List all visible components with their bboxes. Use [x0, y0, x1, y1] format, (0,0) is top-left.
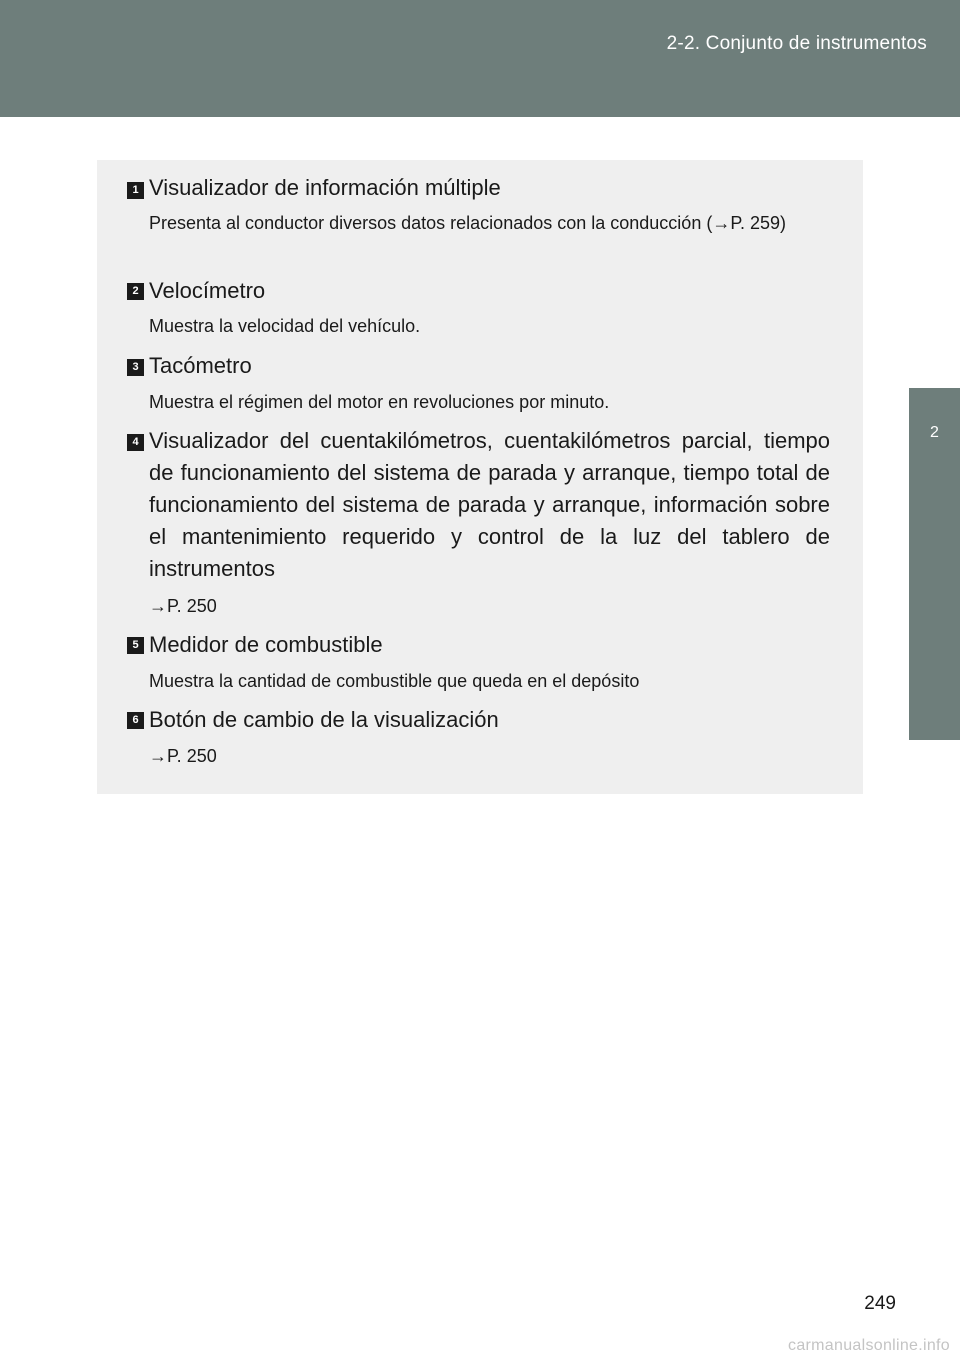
- item-description: Muestra la velocidad del vehículo.: [149, 316, 421, 336]
- item-title: Visualizador del cuentakilómetros, cuentakilómetros parcial, tiempo de funcionamiento del sistema de parada y arranque, tiempo total de funcionamiento del sistema de parada y arranque, información sobre el mantenimiento requerido y control de la luz del tablero de instrumentos: [149, 428, 830, 581]
- chapter-label: Durante la conducción: [15, 505, 36, 691]
- content-box: [97, 160, 863, 794]
- item-description: →P. 250: [149, 596, 217, 616]
- item-title: Visualizador de información múltiple: [149, 175, 501, 200]
- item-description: Presenta al conductor diversos datos relacionados con la conducción (→P. 259): [149, 213, 787, 233]
- item-number-badge: 6: [127, 712, 144, 729]
- item-title: Velocímetro: [149, 278, 266, 303]
- page-number: 249: [864, 1293, 896, 1314]
- chapter-side-tab[interactable]: [909, 388, 960, 740]
- item-description: Muestra el régimen del motor en revoluciones por minuto.: [149, 392, 610, 412]
- item-number-badge: 2: [127, 283, 144, 300]
- section-title: 2-2. Conjunto de instrumentos: [666, 33, 927, 54]
- item-number-badge: 5: [127, 637, 144, 654]
- item-title: Botón de cambio de la visualización: [149, 707, 499, 732]
- item-title: Tacómetro: [149, 353, 252, 378]
- item-number-badge: 1: [127, 182, 144, 199]
- chapter-number: 2: [930, 424, 939, 441]
- watermark: carmanualsonline.info: [788, 1337, 950, 1354]
- item-description: Muestra la cantidad de combustible que queda en el depósito: [149, 671, 640, 691]
- item-title: Medidor de combustible: [149, 632, 383, 657]
- item-number-badge: 3: [127, 359, 144, 376]
- header-band: [0, 0, 960, 117]
- item-description: →P. 250: [149, 746, 217, 766]
- item-number-badge: 4: [127, 434, 144, 451]
